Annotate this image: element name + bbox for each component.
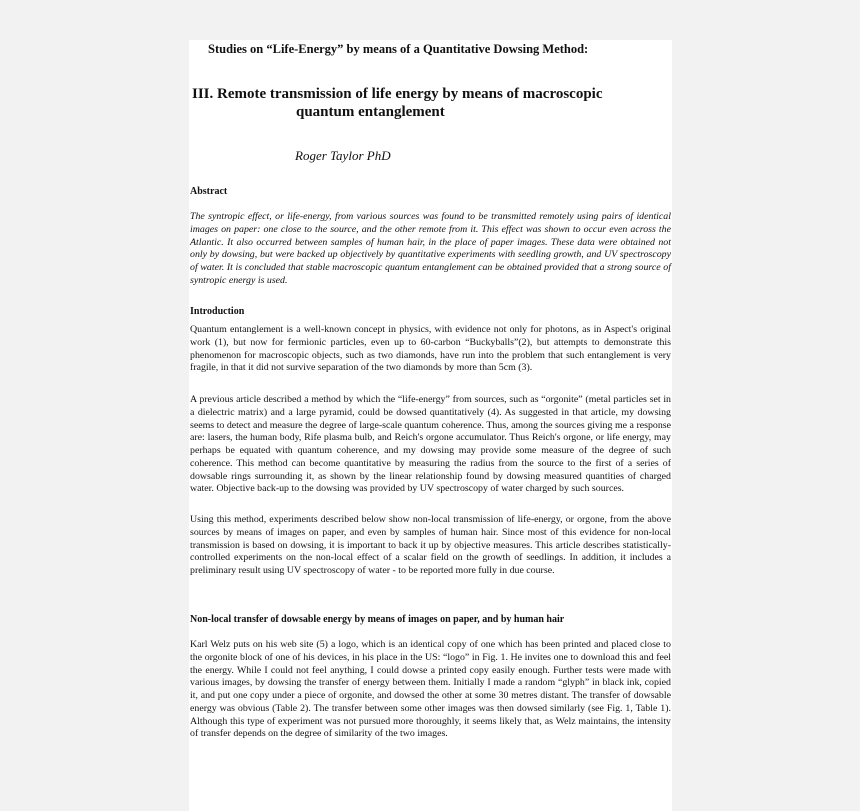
- intro-paragraph-2: A previous article described a method by which the “life-energy” from sources, such as “orgonite” (metal particles set in a dielectric matrix) and a large pyramid, could be dowsed quantitatively (4). As suggested in that article, my dowsing seems to detect and measure the degree of large-scale quantum coherence. Thus, among the sources giving me a response are: lasers, the human body, Rife plasma bulb, and Reich's orgone accumulator. Thus Reich's orgone, or life energy, may perhaps be equated with quantum coherence, and my dowsing may provide some measure of the degree of such coherence. This method can become quantitative by measuring the radius from the source to the first of a series of dowsable rings surrounding it, as shown by the linear relationship found by dowsing measured quantities of charged water. Objective back-up to the dowsing was provided by UV spectroscopy of water charged by such sources.: [190, 394, 671, 495]
- section-paragraph-1: Karl Welz puts on his web site (5) a logo, which is an identical copy of one which has been printed and placed close to the orgonite block of one of his devices, in his place in the US: “logo” in Fig. 1. He invites one to download this and feel the energy. While I could not feel anything, I could dowse a printed copy easily enough. Further tests were made with various images, by dowsing the transfer of energy between them. Initially I made a random “glyph” in black ink, copied it, and put one copy under a piece of orgonite, and dowsed the other at some 30 metres distant. The transfer of dowsable energy was obvious (Table 2). The transfer between some other images was then dowsed similarly (see Fig. 1, Table 1). Although this type of experiment was not pursued more thoroughly, it seems likely that, as Welz maintains, the intensity of transfer depends on the degree of similarity of the two images.: [190, 639, 671, 740]
- abstract-text: The syntropic effect, or life-energy, from various sources was found to be transmitted remotely using pairs of identical images on paper: one close to the source, and the other remote from it. This effect was shown to occur even across the Atlantic. It also occurred between samples of human hair, in the place of paper images. These data were obtained not only by dowsing, but were backed up objectively by quantitative experiments with seedling growth, and UV spectroscopy of water. It is concluded that stable macroscopic quantum entanglement can be obtained provided that a strong source of syntropic energy is used.: [190, 211, 671, 286]
- document-page: [189, 40, 672, 811]
- title-line-1: III. Remote transmission of life energy by means of macroscopic: [192, 86, 603, 102]
- intro-paragraph-3: Using this method, experiments described below show non-local transmission of life-energy, or orgone, from the above sources by means of images on paper, and even by samples of human hair. Since most of this evidence for non-local transmission is based on dowsing, it is important to back it up by objective measures. This article describes statistically-controlled experiments on the non-local effect of a scalar field on the growth of seedlings. In addition, it includes a preliminary result using UV spectroscopy of water - to be reported more fully in due course.: [190, 514, 671, 576]
- introduction-heading: Introduction: [190, 306, 245, 317]
- title-line-2: quantum entanglement: [296, 104, 445, 120]
- paper-title: [192, 85, 670, 121]
- series-title: Studies on “Life-Energy” by means of a Quantitative Dowsing Method:: [208, 42, 589, 56]
- intro-paragraph-1: Quantum entanglement is a well-known concept in physics, with evidence not only for photons, as in Aspect's original work (1), but now for fermionic particles, even up to 60-carbon “Buckyballs”(2), but attempts to demonstrate this phenomenon for macroscopic objects, such as two diamonds, have run into the problem that such entanglement is very fragile, in that it did not survive separation of the two diamonds by more than 5cm (3).: [190, 324, 671, 374]
- section-heading-nonlocal-transfer: Non-local transfer of dowsable energy by means of images on paper, and by human hair: [190, 614, 565, 625]
- author-name: Roger Taylor PhD: [295, 148, 391, 163]
- abstract-heading: Abstract: [190, 186, 228, 197]
